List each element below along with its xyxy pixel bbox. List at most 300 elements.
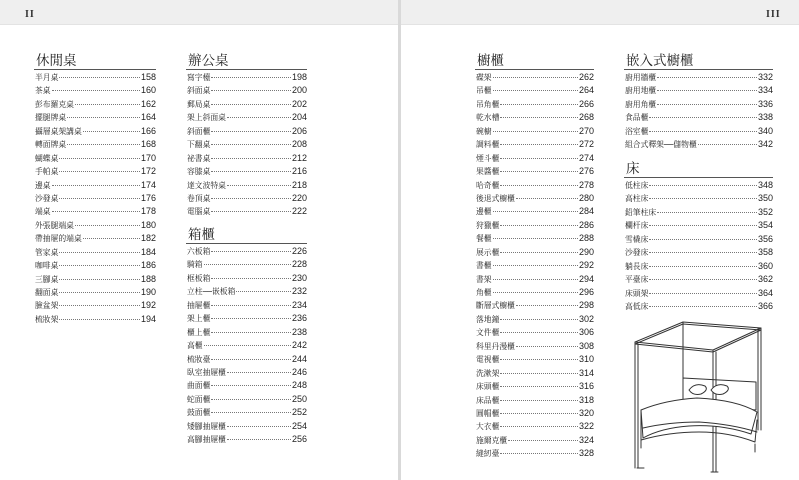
- entry-title: 斜面桌: [187, 86, 211, 96]
- entry-list: [34, 71, 156, 326]
- dot-leader: [59, 77, 140, 78]
- entry-title: 擺腿牌桌: [35, 113, 67, 123]
- dot-leader: [649, 252, 757, 253]
- entry-page-number: 176: [140, 192, 156, 203]
- toc-entry: [475, 111, 594, 124]
- entry-page-number: 182: [140, 233, 156, 244]
- entry-page-number: 200: [291, 85, 307, 96]
- entry-page-number: 274: [578, 152, 594, 163]
- dot-leader: [516, 198, 578, 199]
- dot-leader: [500, 185, 578, 186]
- toc-entry: [624, 233, 773, 246]
- entry-title: 框板箱: [187, 273, 211, 283]
- entry-page-number: 334: [757, 85, 773, 96]
- section-builtin: [624, 52, 773, 152]
- toc-entry: [624, 260, 773, 273]
- toc-entry: [186, 138, 307, 151]
- toc-entry: [475, 165, 594, 178]
- dot-leader: [500, 332, 578, 333]
- dot-leader: [227, 117, 291, 118]
- toc-entry: [624, 206, 773, 219]
- entry-page-number: 206: [291, 125, 307, 136]
- entry-page-number: 358: [757, 247, 773, 258]
- entry-page-number: 350: [757, 193, 773, 204]
- toc-entry: [186, 433, 307, 446]
- toc-entry: [186, 205, 307, 218]
- dot-leader: [500, 158, 578, 159]
- entry-page-number: 250: [291, 393, 307, 404]
- entry-list: [186, 245, 307, 447]
- entry-page-number: 308: [578, 340, 594, 351]
- entry-title: 端桌: [35, 207, 51, 217]
- entry-title: 狩獵櫃: [476, 220, 500, 230]
- dot-leader: [83, 131, 140, 132]
- entry-page-number: 268: [578, 112, 594, 123]
- dot-leader: [211, 305, 291, 306]
- entry-title: 圓帽櫃: [476, 408, 500, 418]
- toc-entry: [186, 84, 307, 97]
- entry-title: 科里丹漫櫃: [476, 341, 515, 351]
- entry-title: 欄杆床: [625, 221, 649, 231]
- entry-page-number: 256: [291, 434, 307, 445]
- entry-page-number: 336: [757, 98, 773, 109]
- dot-leader: [649, 117, 757, 118]
- dot-leader: [500, 359, 578, 360]
- entry-title: 手帕桌: [35, 167, 59, 177]
- toc-entry: [186, 299, 307, 312]
- dot-leader: [493, 131, 578, 132]
- entry-title: 騎箱: [187, 260, 203, 270]
- entry-title: 翻面桌: [35, 288, 59, 297]
- left-page-number: II: [25, 9, 35, 20]
- entry-title: 吊櫃: [476, 86, 492, 96]
- entry-page-number: 238: [291, 326, 307, 337]
- entry-page-number: 280: [578, 192, 594, 203]
- dot-leader: [500, 373, 578, 374]
- dot-leader: [59, 158, 140, 159]
- dot-leader: [211, 104, 291, 105]
- canopy-bed-illustration: [617, 318, 767, 476]
- toc-entry: [475, 447, 594, 460]
- dot-leader: [211, 171, 291, 172]
- entry-page-number: 184: [140, 246, 156, 257]
- entry-title: 躺長床: [625, 261, 649, 271]
- entry-title: 煙斗櫃: [476, 153, 500, 163]
- entry-title: 書架: [476, 274, 492, 284]
- dot-leader: [500, 225, 578, 226]
- toc-entry: [186, 111, 307, 124]
- dot-leader: [516, 305, 578, 306]
- toc-entry: [475, 420, 594, 433]
- toc-entry: [186, 312, 307, 325]
- entry-page-number: 178: [140, 206, 156, 217]
- dot-leader: [211, 412, 291, 413]
- entry-title: 施爾克櫃: [476, 435, 508, 445]
- dot-leader: [52, 90, 140, 91]
- entry-title: 文件櫃: [476, 328, 500, 338]
- entry-title: 鉛筆柱床: [625, 207, 657, 217]
- entry-page-number: 172: [140, 166, 156, 177]
- dot-leader: [500, 252, 578, 253]
- toc-entry: [186, 366, 307, 379]
- entry-page-number: 160: [140, 85, 156, 96]
- entry-title: 後退式櫥櫃: [476, 193, 515, 203]
- entry-title: 矮腳抽屜櫃: [187, 421, 226, 431]
- toc-entry: [475, 407, 594, 420]
- entry-page-number: 212: [291, 152, 307, 163]
- toc-entry: [475, 152, 594, 165]
- toc-entry: [34, 152, 156, 165]
- entry-title: 彭布羅克桌: [35, 99, 74, 109]
- toc-entry: [34, 84, 156, 97]
- entry-title: 碟架: [476, 73, 492, 82]
- entry-page-number: 352: [757, 206, 773, 217]
- entry-page-number: 320: [578, 407, 594, 418]
- toc-entry: [186, 179, 307, 192]
- entry-page-number: 298: [578, 300, 594, 311]
- entry-title: 沙發床: [625, 248, 649, 258]
- entry-title: 高柱床: [625, 194, 649, 204]
- entry-title: 攝層桌架講桌: [35, 126, 82, 136]
- entry-title: 果醬櫃: [476, 167, 500, 177]
- toc-entry: [624, 179, 773, 192]
- entry-title: 茶桌: [35, 86, 51, 96]
- toc-entry: [475, 71, 594, 84]
- toc-entry: [186, 125, 307, 138]
- section-title: 休閒桌: [34, 52, 156, 70]
- entry-page-number: 306: [578, 327, 594, 338]
- entry-page-number: 278: [578, 179, 594, 190]
- entry-page-number: 216: [291, 166, 307, 177]
- dot-leader: [500, 426, 578, 427]
- dot-leader: [211, 359, 291, 360]
- entry-title: 轉面牌桌: [35, 140, 67, 150]
- dot-leader: [493, 265, 578, 266]
- toc-entry: [475, 179, 594, 192]
- toc-entry: [186, 353, 307, 366]
- entry-title: 床品櫃: [476, 395, 500, 405]
- toc-entry: [34, 299, 156, 312]
- dot-leader: [59, 252, 140, 253]
- entry-list: [624, 179, 773, 313]
- entry-title: 斜面櫃: [187, 126, 211, 136]
- toc-entry: [475, 98, 594, 111]
- toc-entry: [34, 246, 156, 259]
- entry-page-number: 328: [578, 448, 594, 459]
- section-title: 櫥櫃: [475, 52, 594, 70]
- section-title: 箱櫃: [186, 226, 307, 244]
- dot-leader: [211, 278, 291, 279]
- entry-title: 臥室抽屜櫃: [187, 367, 226, 377]
- entry-title: 平臺床: [625, 275, 649, 285]
- entry-page-number: 332: [757, 72, 773, 82]
- entry-title: 抽屜櫃: [187, 300, 211, 310]
- dot-leader: [500, 144, 578, 145]
- toc-entry: [475, 192, 594, 205]
- toc-entry: [475, 353, 594, 366]
- toc-entry: [475, 219, 594, 232]
- dot-leader: [75, 225, 140, 226]
- dot-leader: [500, 413, 578, 414]
- toc-entry: [186, 420, 307, 433]
- toc-entry: [186, 285, 307, 298]
- entry-page-number: 198: [291, 72, 307, 82]
- dot-leader: [649, 198, 757, 199]
- entry-page-number: 356: [757, 233, 773, 244]
- toc-entry: [475, 232, 594, 245]
- entry-page-number: 364: [757, 287, 773, 298]
- dot-leader: [649, 131, 757, 132]
- entry-page-number: 270: [578, 125, 594, 136]
- dot-leader: [493, 90, 578, 91]
- entry-page-number: 164: [140, 112, 156, 123]
- entry-page-number: 190: [140, 287, 156, 297]
- dot-leader: [649, 225, 757, 226]
- entry-page-number: 290: [578, 246, 594, 257]
- entry-page-number: 162: [140, 98, 156, 109]
- dot-leader: [211, 385, 291, 386]
- entry-title: 鼓面櫃: [187, 408, 211, 418]
- toc-entry: [475, 380, 594, 393]
- toc-entry: [34, 232, 156, 245]
- toc-entry: [624, 219, 773, 232]
- toc-entry: [475, 340, 594, 353]
- toc-entry: [475, 138, 594, 151]
- entry-page-number: 194: [140, 313, 156, 324]
- entry-title: 臉盆架: [35, 301, 59, 311]
- entry-title: 沙發桌: [35, 193, 59, 203]
- toc-entry: [34, 286, 156, 299]
- dot-leader: [236, 291, 291, 292]
- entry-title: 櫃上櫃: [187, 327, 211, 337]
- dot-leader: [59, 279, 140, 280]
- entry-title: 角櫃: [476, 288, 492, 297]
- dot-leader: [500, 386, 578, 387]
- entry-title: 電視櫃: [476, 355, 500, 365]
- dot-leader: [657, 90, 757, 91]
- toc-entry: [475, 394, 594, 407]
- toc-entry: [475, 246, 594, 259]
- left-page-header: [0, 0, 398, 25]
- entry-page-number: 294: [578, 273, 594, 284]
- dot-leader: [649, 293, 757, 294]
- dot-leader: [493, 279, 578, 280]
- toc-entry: [34, 219, 156, 232]
- entry-page-number: 264: [578, 85, 594, 96]
- entry-title: 落地鐘: [476, 314, 500, 324]
- toc-entry: [34, 125, 156, 138]
- dot-leader: [211, 318, 291, 319]
- dot-leader: [204, 264, 291, 265]
- dot-leader: [227, 372, 291, 373]
- toc-entry: [34, 111, 156, 124]
- toc-entry: [34, 273, 156, 286]
- entry-title: 外張腿端桌: [35, 220, 74, 230]
- toc-entry: [34, 138, 156, 151]
- dot-leader: [508, 440, 578, 441]
- entry-title: 乾水槽: [476, 113, 500, 123]
- dot-leader: [698, 144, 757, 145]
- dot-leader: [211, 144, 291, 145]
- toc-entry: [624, 71, 773, 84]
- entry-title: 床頭架: [625, 288, 649, 298]
- entry-title: 帶抽屜的端桌: [35, 234, 82, 244]
- toc-entry: [475, 125, 594, 138]
- entry-title: 三腳桌: [35, 274, 59, 284]
- entry-page-number: 276: [578, 166, 594, 177]
- entry-page-number: 236: [291, 313, 307, 324]
- section-title: 床: [624, 160, 773, 178]
- dot-leader: [227, 426, 291, 427]
- entry-title: 廚用牆櫃: [625, 73, 657, 82]
- entry-title: 架上櫃: [187, 314, 211, 324]
- entry-title: 咖啡桌: [35, 261, 59, 271]
- dot-leader: [227, 185, 291, 186]
- toc-entry: [186, 339, 307, 352]
- dot-leader: [657, 104, 757, 105]
- section-leisure: [34, 52, 156, 326]
- entry-page-number: 174: [140, 179, 156, 190]
- entry-title: 曲面櫃: [187, 381, 211, 391]
- entry-title: 洗漱架: [476, 368, 500, 378]
- dot-leader: [500, 453, 578, 454]
- toc-entry: [34, 313, 156, 326]
- section-beds: [624, 160, 773, 313]
- entry-page-number: 242: [291, 340, 307, 351]
- entry-title: 下翻桌: [187, 140, 211, 150]
- entry-title: 展示櫃: [476, 247, 500, 257]
- entry-title: 高櫃: [187, 341, 203, 351]
- entry-page-number: 262: [578, 72, 594, 82]
- entry-title: 電腦桌: [187, 207, 211, 217]
- entry-title: 浴室櫃: [625, 126, 649, 136]
- entry-page-number: 226: [291, 246, 307, 256]
- entry-page-number: 192: [140, 300, 156, 311]
- toc-entry: [475, 326, 594, 339]
- toc-entry: [475, 286, 594, 299]
- toc-entry: [186, 71, 307, 84]
- entry-page-number: 234: [291, 299, 307, 310]
- right-page-number: III: [766, 9, 781, 20]
- dot-leader: [67, 144, 140, 145]
- entry-page-number: 340: [757, 125, 773, 136]
- entry-title: 六板箱: [187, 247, 211, 256]
- right-page-header: [401, 0, 799, 25]
- toc-entry: [34, 259, 156, 272]
- entry-list: [475, 71, 594, 461]
- toc-entry: [475, 299, 594, 312]
- dot-leader: [500, 319, 578, 320]
- entry-title: 組合式釋架──儲物櫃: [625, 140, 697, 150]
- dot-leader: [59, 292, 140, 293]
- entry-page-number: 318: [578, 394, 594, 405]
- entry-title: 架上斜面桌: [187, 113, 226, 123]
- entry-page-number: 232: [291, 286, 307, 297]
- dot-leader: [649, 279, 757, 280]
- entry-page-number: 354: [757, 220, 773, 231]
- entry-title: 調料櫃: [476, 140, 500, 150]
- entry-page-number: 266: [578, 98, 594, 109]
- entry-page-number: 208: [291, 139, 307, 150]
- dot-leader: [83, 238, 140, 239]
- entry-page-number: 202: [291, 98, 307, 109]
- entry-page-number: 244: [291, 353, 307, 364]
- entry-page-number: 338: [757, 112, 773, 123]
- entry-page-number: 292: [578, 260, 594, 271]
- toc-entry: [624, 125, 773, 138]
- dot-leader: [227, 439, 291, 440]
- entry-list: [624, 71, 773, 152]
- entry-page-number: 348: [757, 180, 773, 190]
- dot-leader: [493, 238, 578, 239]
- entry-page-number: 362: [757, 274, 773, 285]
- entry-title: 邊桌: [35, 180, 51, 190]
- dot-leader: [59, 319, 140, 320]
- dot-leader: [211, 399, 291, 400]
- dot-leader: [59, 198, 140, 199]
- entry-page-number: 248: [291, 380, 307, 391]
- entry-page-number: 220: [291, 192, 307, 203]
- entry-list: [186, 71, 307, 219]
- dot-leader: [59, 305, 140, 306]
- dot-leader: [211, 198, 291, 199]
- entry-title: 廚用地櫃: [625, 86, 657, 96]
- toc-entry: [186, 258, 307, 271]
- dot-leader: [500, 171, 578, 172]
- toc-entry: [186, 192, 307, 205]
- entry-title: 半月桌: [35, 73, 59, 82]
- dot-leader: [67, 117, 140, 118]
- entry-title: 容膝桌: [187, 167, 211, 177]
- entry-page-number: 166: [140, 125, 156, 136]
- toc-entry: [475, 205, 594, 218]
- dot-leader: [649, 306, 757, 307]
- entry-page-number: 218: [291, 179, 307, 190]
- toc-entry: [475, 434, 594, 447]
- dot-leader: [211, 90, 291, 91]
- entry-title: 哈奇櫃: [476, 180, 500, 190]
- entry-page-number: 254: [291, 420, 307, 431]
- entry-page-number: 204: [291, 112, 307, 123]
- entry-page-number: 342: [757, 139, 773, 150]
- entry-title: 蝴蝶桌: [35, 153, 59, 163]
- entry-title: 碗櫥: [476, 126, 492, 136]
- entry-title: 床頭櫃: [476, 382, 500, 392]
- entry-title: 高低床: [625, 301, 649, 311]
- entry-page-number: 288: [578, 233, 594, 244]
- section-title: 辦公桌: [186, 52, 307, 70]
- toc-entry: [34, 165, 156, 178]
- entry-title: 立柱──嵌板箱: [187, 287, 236, 297]
- toc-entry: [186, 406, 307, 419]
- toc-entry: [624, 138, 773, 151]
- toc-entry: [624, 111, 773, 124]
- toc-entry: [475, 367, 594, 380]
- dot-leader: [649, 239, 757, 240]
- dot-leader: [211, 77, 291, 78]
- toc-entry: [186, 245, 307, 258]
- entry-page-number: 310: [578, 354, 594, 365]
- entry-page-number: 158: [140, 72, 156, 82]
- dot-leader: [59, 171, 140, 172]
- dot-leader: [649, 185, 757, 186]
- toc-entry: [624, 84, 773, 97]
- toc-entry: [624, 246, 773, 259]
- entry-title: 蛇面櫃: [187, 394, 211, 404]
- toc-entry: [34, 71, 156, 84]
- toc-entry: [186, 379, 307, 392]
- entry-page-number: 180: [140, 219, 156, 230]
